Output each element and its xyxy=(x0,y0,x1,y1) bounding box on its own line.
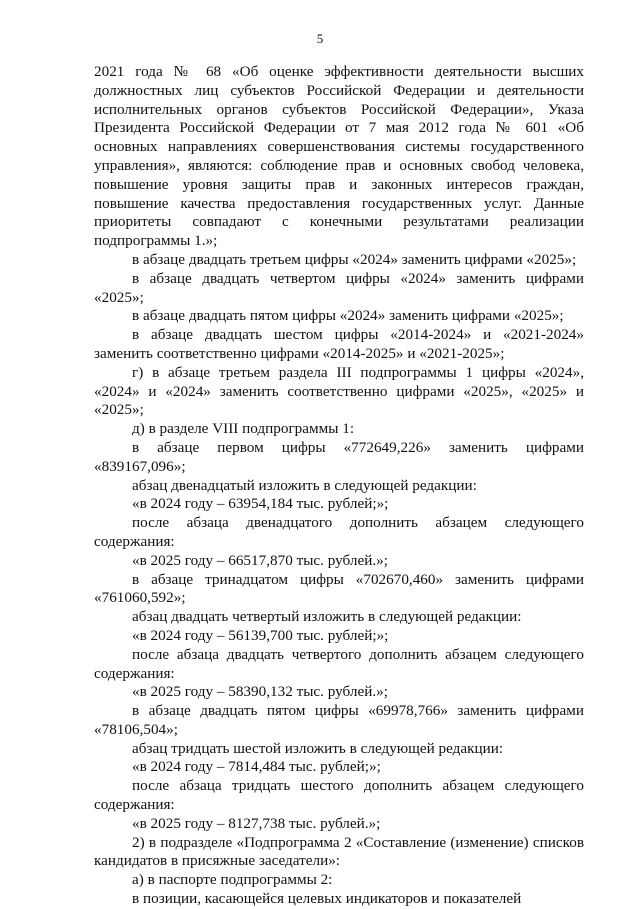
paragraph: абзац двенадцатый изложить в следующей редакции: xyxy=(132,476,477,494)
paragraph: г) в абзаце третьем раздела III подпрограммы 1 цифры «2024», «2024» и «2024» заменить соответственно цифрами «2025», «2025» и «2025»; xyxy=(94,363,584,419)
paragraph: абзац тридцать шестой изложить в следующей редакции: xyxy=(132,739,504,757)
paragraph: в абзаце двадцать третьем цифры «2024» заменить цифрами «2025»; xyxy=(132,250,577,268)
paragraph: после абзаца двадцать четвертого дополнить абзацем следующего содержания: xyxy=(94,645,584,682)
paragraph: в абзаце двадцать пятом цифры «69978,766» заменить цифрами «78106,504»; xyxy=(94,702,584,738)
paragraph: д) в разделе VIII подпрограммы 1: xyxy=(132,420,355,438)
paragraph: «в 2024 году – 63954,184 тыс. рублей;»; xyxy=(132,495,389,513)
paragraph: в абзаце тринадцатом цифры «702670,460» заменить цифрами «761060,592»; xyxy=(94,570,584,607)
paragraph: после абзаца двенадцатого дополнить абзацем следующего содержания: xyxy=(94,514,584,550)
document-body xyxy=(94,63,584,909)
paragraph: «в 2024 году – 56139,700 тыс. рублей;»; xyxy=(132,626,389,644)
paragraph: 2021 года № 68 «Об оценке эффективности деятельности высших должностных лиц субъектов Российской Федерации и деятельности исполнительных органов субъектов Российской Федерации», Указа Президента Российской Федерации от 7 мая 2012 года № 601 «Об основных направлениях совершенствования системы государственного управления», являются: соблюдение прав и основных свобод человека, повышение уровня защиты прав и законных интересов граждан, повышение качества предоставления государственных услуг. Данные приоритеты совпадают с конечными результатами реализации подпрограммы 1.»; xyxy=(94,63,584,250)
paragraph: 2) в подразделе «Подпрограмма 2 «Составление (изменение) списков кандидатов в присяжные заседатели»: xyxy=(94,833,584,870)
page-number: 5 xyxy=(316,31,324,46)
paragraph: «в 2024 году – 7814,484 тыс. рублей;»; xyxy=(132,758,381,776)
paragraph: в позиции, касающейся целевых индикаторов и показателей xyxy=(132,890,522,908)
paragraph: «в 2025 году – 58390,132 тыс. рублей.»; xyxy=(132,683,388,701)
paragraph: в абзаце двадцать шестом цифры «2014-2024» и «2021-2024» заменить соответственно цифрами «2014-2025» и «2021-2025»; xyxy=(94,326,584,362)
paragraph: в абзаце двадцать пятом цифры «2024» заменить цифрами «2025»; xyxy=(132,307,564,325)
paragraph: в абзаце первом цифры «772649,226» заменить цифрами «839167,096»; xyxy=(94,438,584,475)
paragraph: абзац двадцать четвертый изложить в следующей редакции: xyxy=(132,608,522,626)
paragraph: после абзаца тридцать шестого дополнить абзацем следующего содержания: xyxy=(94,777,584,814)
paragraph: а) в паспорте подпрограммы 2: xyxy=(132,871,333,889)
paragraph: в абзаце двадцать четвертом цифры «2024» заменить цифрами «2025»; xyxy=(94,269,584,306)
paragraph: «в 2025 году – 8127,738 тыс. рублей.»; xyxy=(132,814,381,832)
paragraph: «в 2025 году – 66517,870 тыс. рублей.»; xyxy=(132,551,388,569)
